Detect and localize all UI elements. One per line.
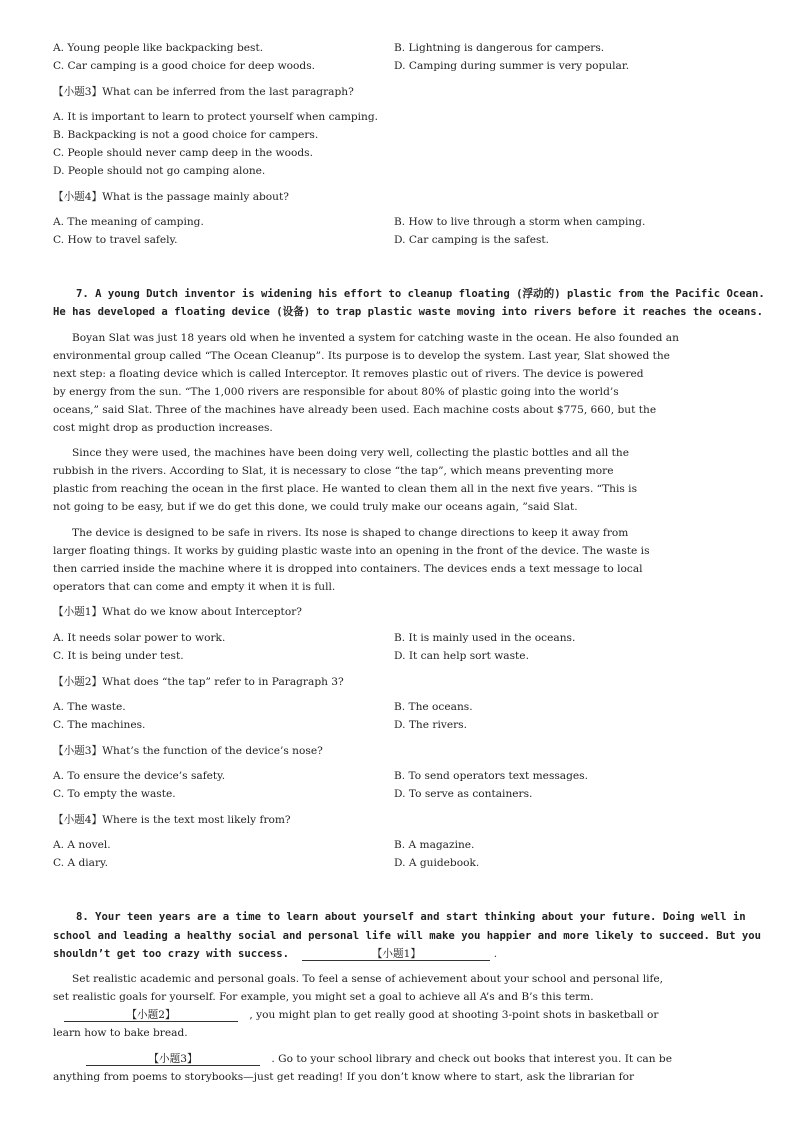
q7-p1-line: by energy from the sun. “The 1,000 rivers are responsible for about 80% of plastic going into the world’s bbox=[53, 386, 619, 398]
q6-sq4-option-d: D. Car camping is the safest. bbox=[394, 234, 550, 246]
q7-p3-line: larger floating things. It works by guiding plastic waste into an opening in the front of the device. The waste is bbox=[53, 545, 650, 557]
q7-p3-line: The device is designed to be safe in rivers. Its nose is shaped to change directions to keep it away from bbox=[72, 527, 629, 539]
q7-q2-option-b: B. The oceans. bbox=[394, 701, 473, 713]
q8-blank-2[interactable]: 【小题2】 bbox=[64, 1009, 238, 1022]
q6-option-a: A. Young people like backpacking best. bbox=[53, 42, 264, 54]
q7-intro-line-1: 7. A young Dutch inventor is widening his effort to cleanup floating (浮动的) plastic from the Pacific Ocean. bbox=[76, 288, 765, 300]
q7-q3-option-b: B. To send operators text messages. bbox=[394, 770, 588, 782]
q7-q2-option-c: C. The machines. bbox=[53, 719, 146, 731]
q8-blank-1[interactable]: 【小题1】 bbox=[302, 948, 490, 961]
q7-q4-option-d: D. A guidebook. bbox=[394, 857, 480, 869]
q7-subquestion-4: 【小题4】Where is the text most likely from? bbox=[53, 814, 291, 826]
q6-sq4-option-c: C. How to travel safely. bbox=[53, 234, 178, 246]
q7-subquestion-1: 【小题1】What do we know about Interceptor? bbox=[53, 606, 302, 618]
q6-option-b: B. Lightning is dangerous for campers. bbox=[394, 42, 605, 54]
q6-sq3-option-d: D. People should not go camping alone. bbox=[53, 165, 266, 177]
q7-p3-line: then carried inside the machine where it is dropped into containers. The devices ends a text message to local bbox=[53, 563, 643, 575]
q7-intro-line-2: He has developed a floating device (设备) to trap plastic waste moving into rivers before it reaches the oceans. bbox=[53, 306, 764, 318]
q8-p1-blank-line bbox=[64, 1008, 658, 1022]
q8-p1-last-line: learn how to bake bread. bbox=[53, 1027, 188, 1039]
q7-subquestion-2: 【小题2】What does “the tap” refer to in Paragraph 3? bbox=[53, 676, 344, 688]
q7-q3-option-c: C. To empty the waste. bbox=[53, 788, 176, 800]
q7-p1-line: next step: a floating device which is called Interceptor. It removes plastic out of rivers. The device is powered bbox=[53, 368, 644, 380]
q8-intro-line-2: school and leading a healthy social and personal life will make you happier and more likely to succeed. But you bbox=[53, 930, 761, 942]
q8-p2-blank-line bbox=[86, 1052, 672, 1066]
q7-p2-line: not going to be easy, but if we do get this done, we could truly make our oceans again, ”said Slat. bbox=[53, 501, 578, 513]
q8-intro-line-1: 8. Your teen years are a time to learn about yourself and start thinking about your future. Doing well in bbox=[76, 911, 746, 923]
q8-p1-line: set realistic goals for yourself. For example, you might set a goal to achieve all A’s and B’s this term. bbox=[53, 991, 594, 1003]
q8-p1-line: Set realistic academic and personal goals. To feel a sense of achievement about your school and personal life, bbox=[72, 973, 664, 985]
q7-p2-line: Since they were used, the machines have been doing very well, collecting the plastic bottles and all the bbox=[72, 447, 629, 459]
q7-p1-line: Boyan Slat was just 18 years old when he invented a system for catching waste in the ocean. He also founded an bbox=[72, 332, 679, 344]
q7-q3-option-a: A. To ensure the device’s safety. bbox=[53, 770, 226, 782]
q7-p1-line: cost might drop as production increases. bbox=[53, 422, 273, 434]
q7-p2-line: rubbish in the rivers. According to Slat, it is necessary to close “the tap”, which means preventing more bbox=[53, 465, 614, 477]
q7-q1-option-b: B. It is mainly used in the oceans. bbox=[394, 632, 576, 644]
q8-p2-last-line: anything from poems to storybooks—just get reading! If you don’t know where to start, ask the librarian for bbox=[53, 1071, 635, 1083]
q6-sq4-option-b: B. How to live through a storm when camping. bbox=[394, 216, 646, 228]
q7-p2-line: plastic from reaching the ocean in the first place. He wanted to clean them all in the next five years. “This is bbox=[53, 483, 638, 495]
q6-sq4-option-a: A. The meaning of camping. bbox=[53, 216, 204, 228]
q7-q2-option-a: A. The waste. bbox=[53, 701, 126, 713]
q7-q4-option-a: A. A novel. bbox=[53, 839, 111, 851]
q7-q1-option-d: D. It can help sort waste. bbox=[394, 650, 529, 662]
q7-q4-option-b: B. A magazine. bbox=[394, 839, 475, 851]
q6-subquestion-4: 【小题4】What is the passage mainly about? bbox=[53, 191, 289, 203]
q8-p2-after-blank: . Go to your school library and check out books that interest you. It can be bbox=[271, 1053, 672, 1065]
q8-blank-3[interactable]: 【小题3】 bbox=[86, 1053, 260, 1066]
q7-q4-option-c: C. A diary. bbox=[53, 857, 108, 869]
q8-intro-line-3-text: shouldn’t get too crazy with success. bbox=[53, 948, 289, 960]
q8-p1-after-blank: , you might plan to get really good at shooting 3-point shots in basketball or bbox=[249, 1009, 659, 1021]
q6-subquestion-3: 【小题3】What can be inferred from the last paragraph? bbox=[53, 86, 354, 98]
q7-p3-line: operators that can come and empty it when it is full. bbox=[53, 581, 336, 593]
q6-option-d: D. Camping during summer is very popular. bbox=[394, 60, 630, 72]
q8-intro-line-3: shouldn’t get too crazy with success. 【小题1】 . bbox=[53, 948, 498, 960]
q7-p1-line: environmental group called “The Ocean Cleanup”. Its purpose is to develop the system. Last year, Slat showed the bbox=[53, 350, 670, 362]
q7-q3-option-d: D. To serve as containers. bbox=[394, 788, 533, 800]
q7-q2-option-d: D. The rivers. bbox=[394, 719, 467, 731]
q7-q1-option-c: C. It is being under test. bbox=[53, 650, 184, 662]
q7-p1-line: oceans,” said Slat. Three of the machines have already been used. Each machine costs about $775, 660, but the bbox=[53, 404, 657, 416]
q6-sq3-option-b: B. Backpacking is not a good choice for campers. bbox=[53, 129, 319, 141]
q7-q1-option-a: A. It needs solar power to work. bbox=[53, 632, 226, 644]
q6-sq3-option-a: A. It is important to learn to protect yourself when camping. bbox=[53, 111, 379, 123]
q7-subquestion-3: 【小题3】What’s the function of the device’s nose? bbox=[53, 745, 323, 757]
q6-option-c: C. Car camping is a good choice for deep woods. bbox=[53, 60, 316, 72]
q6-sq3-option-c: C. People should never camp deep in the woods. bbox=[53, 147, 313, 159]
